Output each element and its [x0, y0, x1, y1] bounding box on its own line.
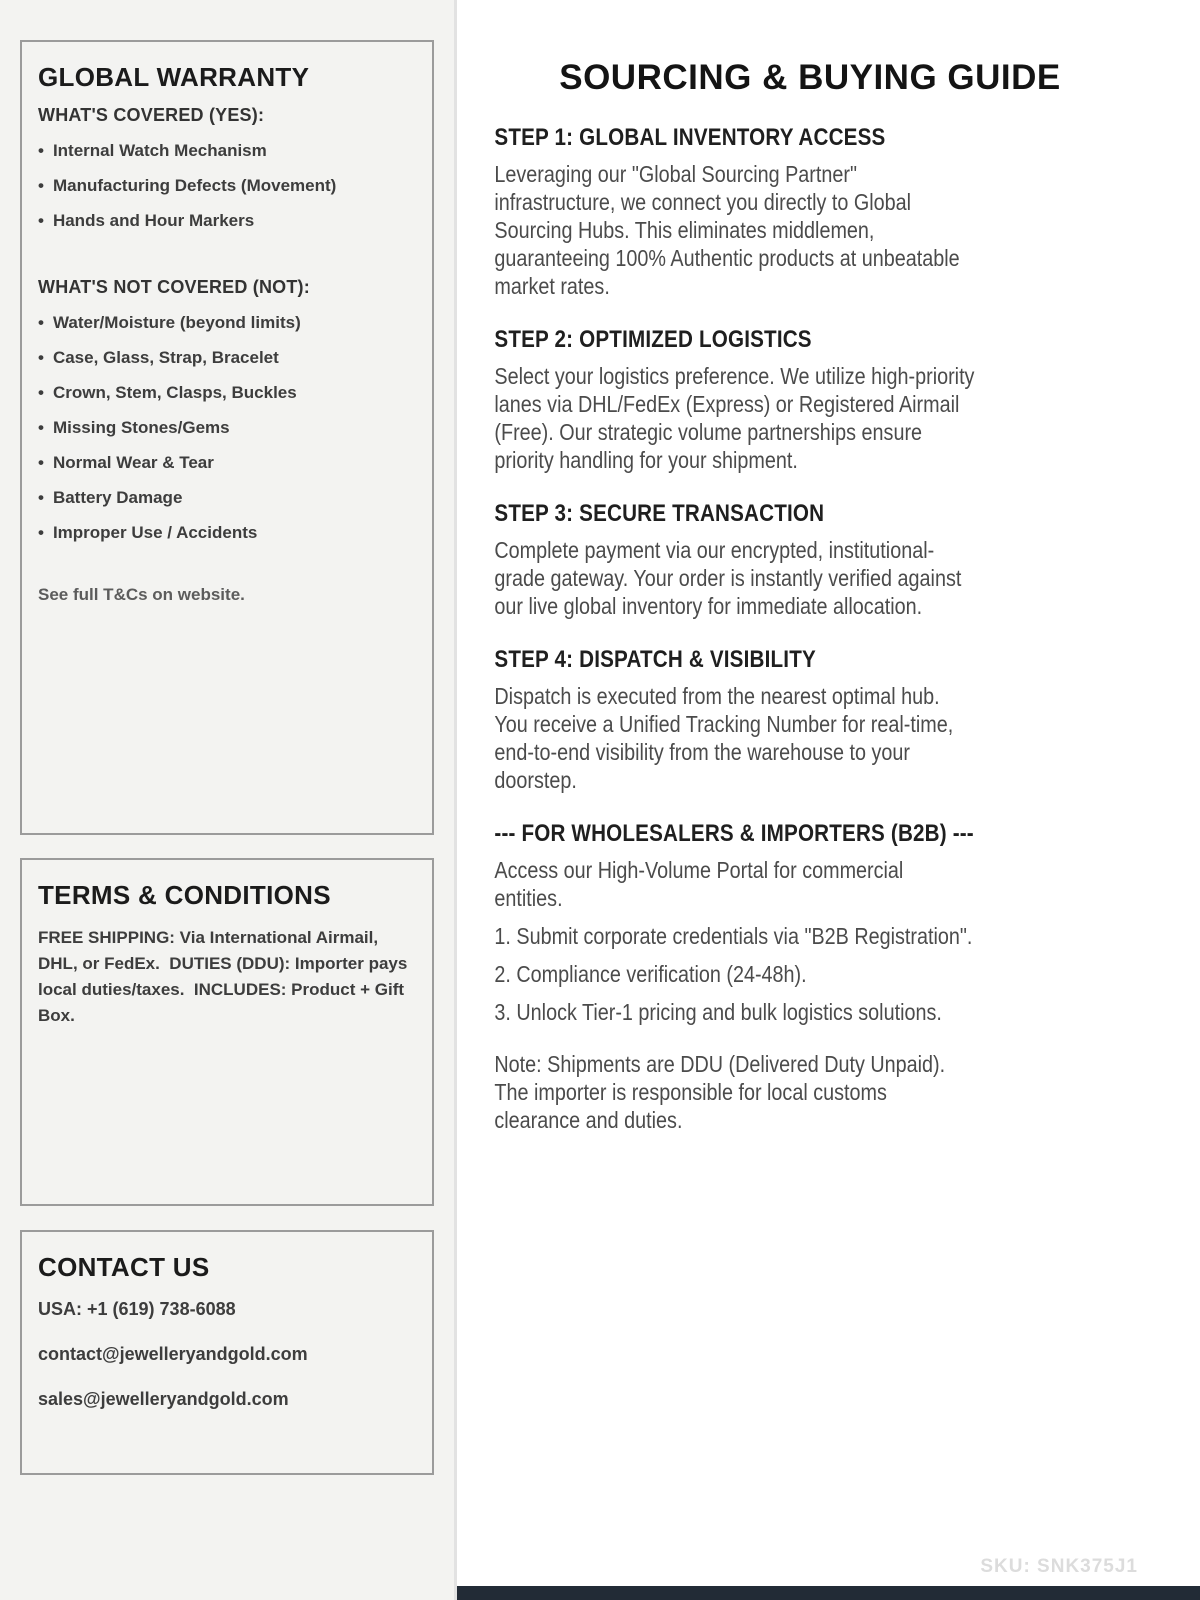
step-heading: STEP 1: GLOBAL INVENTORY ACCESS	[494, 124, 886, 151]
footer-bar	[457, 1586, 1200, 1600]
contact-phone: USA: +1 (619) 738-6088	[38, 1299, 236, 1319]
b2b-note: Note: Shipments are DDU (Delivered Duty Unpaid). The importer is responsible for local customs clearance and duties.	[494, 1051, 946, 1133]
global-warranty-panel	[20, 40, 434, 835]
not-covered-item	[38, 523, 414, 543]
bullet-dot-icon: •	[38, 176, 44, 195]
b2b-list	[494, 922, 1096, 1026]
step-section	[494, 326, 1096, 474]
not-covered-item	[38, 453, 414, 473]
covered-item	[38, 211, 414, 231]
bullet-dot-icon: •	[38, 141, 44, 160]
b2b-item: 1. Submit corporate credentials via "B2B Registration".	[494, 923, 973, 949]
covered-list	[38, 141, 414, 231]
step-body: Select your logistics preference. We utilize high-priority lanes via DHL/FedEx (Express) or Registered Airmail (Free). Our strategic volume partnerships ensure priority handling for your shipment.	[494, 363, 975, 473]
not-covered-item	[38, 418, 414, 438]
warranty-title: GLOBAL WARRANTY	[38, 62, 310, 92]
b2b-heading: --- FOR WHOLESALERS & IMPORTERS (B2B) ---	[494, 820, 974, 847]
terms-title: TERMS & CONDITIONS	[38, 880, 331, 910]
not-covered-item-label: Missing Stones/Gems	[52, 418, 230, 437]
covered-item-label: Internal Watch Mechanism	[52, 141, 267, 160]
not-covered-item-label: Improper Use / Accidents	[52, 523, 258, 542]
steps-list	[494, 124, 1096, 794]
step-body: Dispatch is executed from the nearest optimal hub. You receive a Unified Tracking Number for real-time, end-to-end visibility from the warehouse to your doorstep.	[494, 683, 954, 793]
bullet-dot-icon: •	[38, 348, 44, 367]
warranty-footnote: See full T&Cs on website.	[38, 585, 245, 604]
b2b-item: 2. Compliance verification (24-48h).	[494, 961, 807, 987]
sidebar	[0, 0, 457, 1600]
covered-item	[38, 141, 414, 161]
step-heading: STEP 3: SECURE TRANSACTION	[494, 500, 825, 527]
sku-label: SKU: SNK375J1	[980, 1556, 1138, 1577]
not-covered-item	[38, 348, 414, 368]
step-heading: STEP 4: DISPATCH & VISIBILITY	[494, 646, 816, 673]
page-title: SOURCING & BUYING GUIDE	[559, 58, 1061, 97]
not-covered-item-label: Normal Wear & Tear	[52, 453, 214, 472]
terms-panel	[20, 858, 434, 1206]
b2b-intro: Access our High-Volume Portal for commercial entities.	[494, 857, 904, 911]
bullet-dot-icon: •	[38, 523, 44, 542]
not-covered-item	[38, 383, 414, 403]
not-covered-heading: WHAT'S NOT COVERED (NOT):	[38, 277, 310, 297]
b2b-item: 3. Unlock Tier-1 pricing and bulk logistics solutions.	[494, 999, 942, 1025]
contact-panel	[20, 1230, 434, 1475]
main-content	[460, 0, 1200, 1600]
terms-body: FREE SHIPPING: Via International Airmail, DHL, or FedEx. DUTIES (DDU): Importer pays local duties/taxes. INCLUDES: Product + Gift Box.	[38, 928, 413, 1025]
bullet-dot-icon: •	[38, 488, 44, 507]
covered-item-label: Hands and Hour Markers	[52, 211, 255, 230]
bullet-dot-icon: •	[38, 211, 44, 230]
guide-body	[460, 124, 1096, 1134]
not-covered-item-label: Battery Damage	[52, 488, 183, 507]
not-covered-item-label: Water/Moisture (beyond limits)	[52, 313, 301, 332]
step-section	[494, 124, 1096, 300]
not-covered-item-label: Crown, Stem, Clasps, Buckles	[52, 383, 297, 402]
not-covered-item	[38, 488, 414, 508]
contact-title: CONTACT US	[38, 1252, 210, 1282]
step-section	[494, 500, 1096, 620]
not-covered-list	[38, 313, 414, 543]
covered-item-label: Manufacturing Defects (Movement)	[52, 176, 337, 195]
bullet-dot-icon: •	[38, 383, 44, 402]
covered-item	[38, 176, 414, 196]
bullet-dot-icon: •	[38, 313, 44, 332]
bullet-dot-icon: •	[38, 453, 44, 472]
not-covered-item-label: Case, Glass, Strap, Bracelet	[52, 348, 279, 367]
step-body: Complete payment via our encrypted, institutional-grade gateway. Your order is instantly verified against our live global inventory for immediate allocation.	[494, 537, 962, 619]
covered-heading: WHAT'S COVERED (YES):	[38, 105, 265, 125]
step-heading: STEP 2: OPTIMIZED LOGISTICS	[494, 326, 812, 353]
sales-email: sales@jewelleryandgold.com	[38, 1389, 289, 1409]
step-section	[494, 646, 1096, 794]
not-covered-item	[38, 313, 414, 333]
contact-email: contact@jewelleryandgold.com	[38, 1344, 308, 1364]
step-body: Leveraging our "Global Sourcing Partner" infrastructure, we connect you directly to Global Sourcing Hubs. This eliminates middlemen, guaranteeing 100% Authentic products at unbeatable market rates.	[494, 161, 960, 299]
bullet-dot-icon: •	[38, 418, 44, 437]
